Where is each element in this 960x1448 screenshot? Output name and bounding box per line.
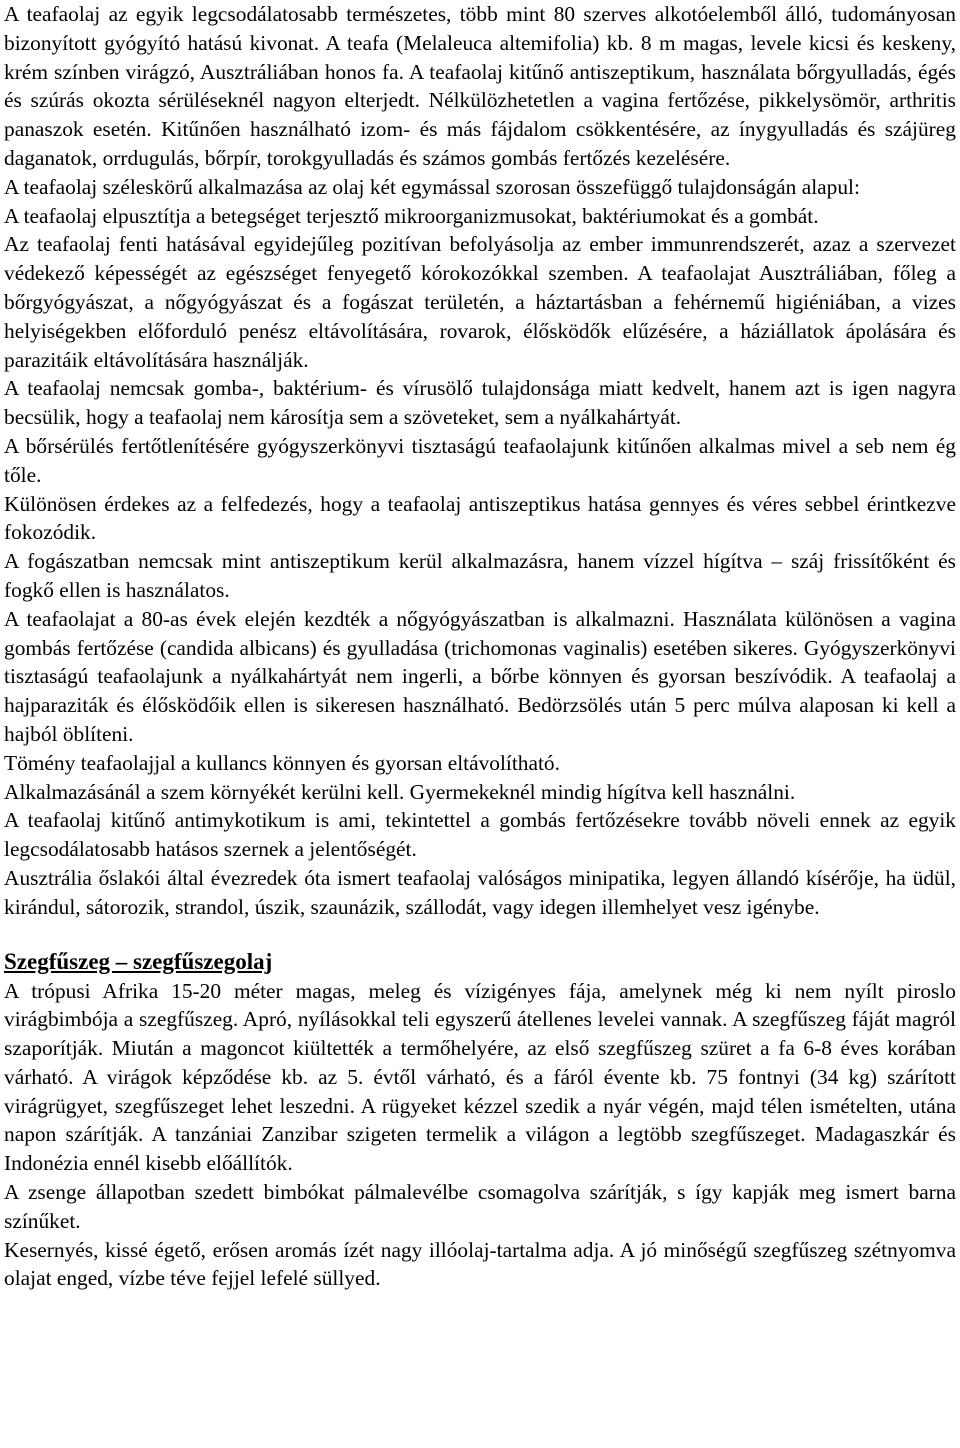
clove-paragraph-tree: A trópusi Afrika 15-20 méter magas, meleg és vízigényes fája, amelynek még ki nem nyílt piroslo virágbimbója a szegfűszeg. Apró, nyílásokkal teli egyszerű átellenes levelei vannak. A szegfűszeg fáját magról szaporítják. Miután a magoncot kiültették a termőhelyére, az első szegfűszeg szüret a fa 6-8 éves korában várható. A virágok képződése kb. az 5. évtől várható, és a fáról évente kb. 75 fontnyi (34 kg) szárított virágrügyet, szegfűszeget lehet leszedni. A rügyeket kézzel szedik a nyár végén, majd télen ismételten, utána napon szárítják. A tanzániai Zanzibar szigeten termelik a világon a legtöbb szegfűszeget. Madagaszkár és Indonézia ennél kisebb előállítók. — [4, 978, 956, 1176]
tea-tree-paragraph-antimycotic: A teafaolaj kitűnő antimykotikum is ami, tekintettel a gombás fertőzésekre tovább növeli ennek az egyik legcsodálatosabb hatásos szernek a jelentőségét. — [4, 808, 956, 862]
tea-tree-paragraph-tick: Tömény teafaolajjal a kullancs könnyen és gyorsan eltávolítható. — [4, 750, 560, 775]
tea-tree-paragraph-caution: Alkalmazásánál a szem környékét kerülni kell. Gyermekeknél mindig hígítva kell használni. — [4, 779, 796, 804]
tea-tree-paragraph-immune: Az teafaolaj fenti hatásával egyidejűleg pozitívan befolyásolja az ember immunrendszerét, azaz a szervezet védekező képességét az egészséget fenyegető kórokozókkal szemben. A teafaolajat Ausztráliában, főleg a bőrgyógyászat, a nőgyógyászat és a fogászat területén, a háztartásban a fehérnemű higiéniában, a vizes helyiségekben előforduló penész eltávolítására, rovarok, élősködők elűzésére, a háziállatok ápolására és parazitáik eltávolítására használják. — [4, 232, 956, 372]
tea-tree-paragraph-antiseptic-effect: Különösen érdekes az a felfedezés, hogy a teafaolaj antiszeptikus hatása gennyes és véres sebbel érintkezve fokozódik. — [4, 491, 956, 545]
document-page — [4, 0, 956, 1293]
tea-tree-paragraph-gentle: A teafaolaj nemcsak gomba-, baktérium- és vírusölő tulajdonsága miatt kedvelt, hanem azt is igen nagyra becsülik, hogy a teafaolaj nem károsítja sem a szöveteket, sem a nyálkahártyát. — [4, 376, 956, 430]
tea-tree-paragraph-antimicrobial: A teafaolaj elpusztítja a betegséget terjesztő mikroorganizmusokat, baktériumokat és a gombát. — [4, 203, 819, 228]
tea-tree-paragraph-dental: A fogászatban nemcsak mint antiszeptikum kerül alkalmazásra, hanem vízzel hígítva – száj frissítőként és fogkő ellen is használatos. — [4, 549, 956, 602]
tea-tree-paragraph-minipharmacy: Ausztrália őslakói által évezredek óta ismert teafaolaj valóságos minipatika, legyen állandó kísérője, ha üdül, kirándul, sátorozik, strandol, úszik, szaunázik, szállodát, vagy idegen illemhelyet vesz igénybe. — [4, 865, 956, 919]
tea-tree-paragraph-intro: A teafaolaj az egyik legcsodálatosabb természetes, több mint 80 szerves alkotóelemből álló, tudományosan bizonyított gyógyító hatású kivonat. A teafa (Melaleuca altemifolia) kb. 8 m magas, levele kicsi és keskeny, krém színben virágzó, Ausztráliában honos fa. A teafaolaj kitűnő antiszeptikum, használata bőrgyulladás, égés és szúrás okozta sérüléseknél nagyon elterjedt. Nélkülözhetetlen a vagina fertőzése, pikkelysömör, arthritis panaszok esetén. Kitűnően használható izom- és más fájdalom csökkentésére, az ínygyulladás és szájüreg daganatok, orrdugulás, bőrpír, torokgyulladás és számos gombás fertőzés kezelésére. — [4, 2, 956, 170]
tea-tree-paragraph-wound: A bőrsérülés fertőtlenítésére gyógyszerkönyvi tisztaságú teafaolajunk kitűnően alkalmas mivel a seb nem ég tőle. — [4, 433, 956, 487]
clove-paragraph-drying: A zsenge állapotban szedett bimbókat pálmalevélbe csomagolva szárítják, s így kapják meg ismert barna színűket. — [4, 1180, 956, 1233]
tea-tree-paragraph-gynecology: A teafaolajat a 80-as évek elején kezdték a nőgyógyászatban is alkalmazni. Használata különösen a vagina gombás fertőzése (candida albicans) és gyulladása (trichomonas vaginalis) esetében sikeres. Gyógyszerkönyvi tisztaságú teafaolajunk a nyálkahártyát nem ingerli, a bőrbe könnyen és gyorsan beszívódik. A teafaolaj a hajparaziták és élősködőik ellen is sikeresen használható. Bedörzsölés után 5 perc múlva alaposan ki kell a hajból öblíteni. — [4, 606, 956, 746]
tea-tree-paragraph-properties-intro: A teafaolaj széleskörű alkalmazása az olaj két egymással szorosan összefüggő tulajdonságán alapul: — [4, 174, 860, 199]
clove-paragraph-taste: Kesernyés, kissé égető, erősen aromás ízét nagy illóolaj-tartalma adja. A jó minőségű szegfűszeg szétnyomva olajat enged, vízbe téve fejjel lefelé süllyed. — [4, 1237, 956, 1291]
clove-section-heading: Szegfűszeg – szegfűszegolaj — [4, 948, 273, 974]
